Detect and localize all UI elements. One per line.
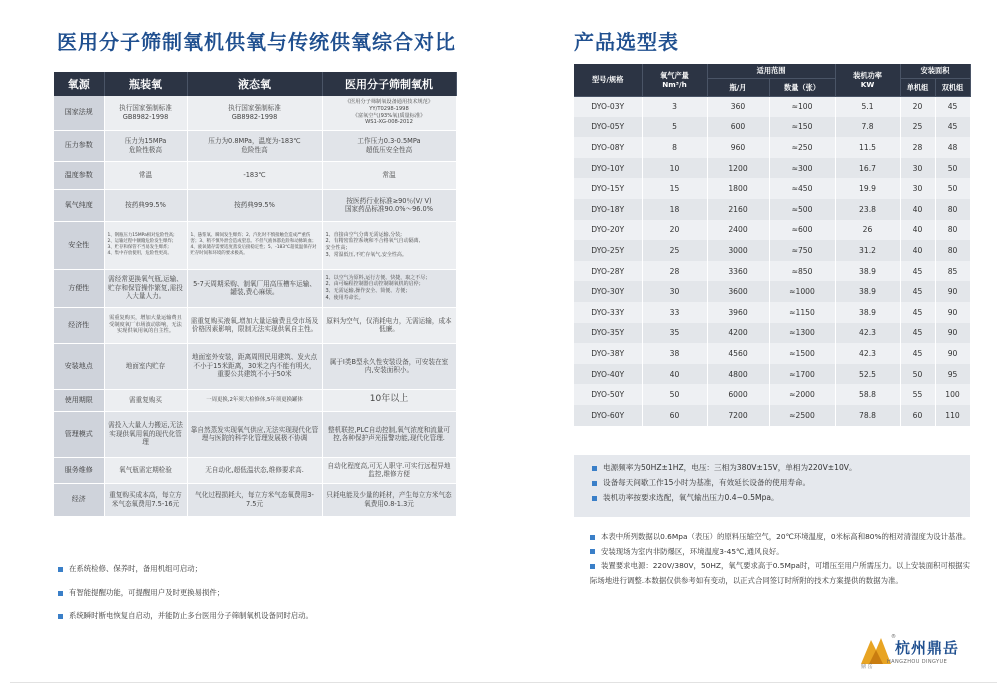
feature-bullet: 系统瞬时断电恢复自启动，并能防止多台医用分子筛制氧机设备同时启动。 [58, 610, 313, 621]
cell: 58.8 [835, 384, 900, 405]
cell: 30 [900, 178, 935, 199]
note-item: 设备每天间歇工作15小时为基准，有效延长设备的使用寿命。 [592, 475, 970, 490]
bottom-divider [10, 682, 997, 683]
cell: 40 [642, 364, 707, 385]
cell: 《医用分子筛制氧设备通用技术规范》 YY/T0298-1998 《富氧空气(93%氧)质量标准》 WS1-XG-008-2012 [322, 96, 456, 130]
cell: 3960 [707, 302, 769, 323]
cell: 100 [935, 384, 970, 405]
table-row [574, 137, 970, 158]
cell: 50 [935, 158, 970, 179]
table-row [574, 240, 970, 261]
row-label: 方便性 [54, 269, 104, 307]
cell: ≈2000 [769, 384, 835, 405]
cell: 需重复购买液氧,增加大量运输费且受市场及价格因素影响，限制无法实现供氧自主性。 [187, 307, 322, 343]
cell: DYO-28Y [574, 261, 642, 282]
cell: 1200 [707, 158, 769, 179]
cell: 1800 [707, 178, 769, 199]
header-double: 双机组 [935, 78, 970, 96]
cell: 1、钢瓶压力15MPa相对危险性高; 2、运输过程中颠簸危险发生爆炸; 3、贮存和保管不当易发生爆炸; 4、集中存放使用，危险性更高。 [104, 221, 187, 269]
table-row [574, 343, 970, 364]
cell: 26 [835, 220, 900, 241]
cell: 执行国家强制标准 GB8982-1998 [104, 96, 187, 130]
cell: 3360 [707, 261, 769, 282]
cell: 78.8 [835, 405, 900, 426]
bullet-square-icon [590, 549, 595, 554]
cell: ≈450 [769, 178, 835, 199]
cell: ≈100 [769, 96, 835, 117]
cell: 90 [935, 281, 970, 302]
cell: -183℃ [187, 161, 322, 189]
table-row [574, 261, 970, 282]
cell: 压力为15MPa 危险性极高 [104, 130, 187, 161]
table-row [54, 189, 456, 221]
table-row [54, 483, 456, 516]
cell: 4200 [707, 323, 769, 344]
cell: 按医药行业标准≥90％(V/ V) 国家药品标准90.0%～96.0% [322, 189, 456, 221]
cell: 3600 [707, 281, 769, 302]
cell: 需重复购买，增加大量运输费且受制度氧厂市场波动影响，无法实现供氧用氧的自主性。 [104, 307, 187, 343]
cell: DYO-30Y [574, 281, 642, 302]
note-item: 本表中所列数据以0.6Mpa（表压）的原料压缩空气，20℃环境温度，0米标高和80%的相对清湿度为设计基准。 [590, 530, 974, 545]
table-row [54, 343, 456, 389]
cell: 3 [642, 96, 707, 117]
table-row [574, 364, 970, 385]
feature-bullet: 在系统检修、保养时，备用机组可启动； [58, 563, 202, 574]
cell: 1、悬浆氧、瞬间发生爆炸；2、汽化时不慎接触会造成严重伤害；3、稍不慎外泄会造成窒息。不但气液体都危险和动脉缺血；4、液氧储存需要适度蒸发后接稳定性；5、-183℃超低温保存对贮存时间和环境的要求极高。 [187, 221, 322, 269]
cell: 45 [900, 261, 935, 282]
bullet-square-icon [58, 567, 63, 572]
cell: 38.9 [835, 281, 900, 302]
header-bottle: 瓶/月 [707, 78, 769, 96]
cell: 18 [642, 199, 707, 220]
cell: ≈2500 [769, 405, 835, 426]
selection-table-body [574, 96, 970, 426]
bullet-square-icon [592, 481, 597, 486]
cell: 需经常更换氧气瓶,运输、贮存和保管操作繁复,需投入大量人力。 [104, 269, 187, 307]
cell: 45 [900, 281, 935, 302]
note-item: 安装现场为室内非防爆区，环境温度3-45℃,通风良好。 [590, 545, 974, 560]
table-row [54, 269, 456, 307]
header-bed: 数量（张） [769, 78, 835, 96]
cell: ≈1150 [769, 302, 835, 323]
table-row [574, 281, 970, 302]
bullet-square-icon [58, 591, 63, 596]
cell: DYO-25Y [574, 240, 642, 261]
cell: 30 [900, 158, 935, 179]
cell: 5 [642, 117, 707, 138]
cell: 7.8 [835, 117, 900, 138]
cell: 按药典99.5% [187, 189, 322, 221]
cell: DYO-15Y [574, 178, 642, 199]
cell: 40 [900, 199, 935, 220]
cell: 重复购买成本高，每立方米气态氧费用7.5-16元 [104, 483, 187, 516]
row-label: 氧气纯度 [54, 189, 104, 221]
cell: 110 [935, 405, 970, 426]
cell: DYO-40Y [574, 364, 642, 385]
cell: 40 [900, 220, 935, 241]
registered-mark: ® [891, 634, 896, 640]
cell: 45 [900, 343, 935, 364]
cell: 600 [707, 117, 769, 138]
selection-title: 产品选型表 [574, 30, 679, 54]
row-label: 经济 [54, 483, 104, 516]
table-row [54, 389, 456, 411]
bullet-square-icon [592, 466, 597, 471]
cell: 38 [642, 343, 707, 364]
cell: 5-7天周期采购、制氧厂用高压槽车运输、罐装,费心麻烦。 [187, 269, 322, 307]
row-label: 国家法规 [54, 96, 104, 130]
cell: 压力为0.8MPa，温度为-183℃ 危险性高 [187, 130, 322, 161]
row-label: 管理模式 [54, 411, 104, 457]
cell: 16.7 [835, 158, 900, 179]
cell: 42.3 [835, 323, 900, 344]
table-row [574, 117, 970, 138]
header-power: 装机功率 KW [835, 64, 900, 96]
header-single: 单机组 [900, 78, 935, 96]
table-row [54, 221, 456, 269]
power-notes-box [574, 455, 970, 517]
table-row [574, 384, 970, 405]
cell: 38.9 [835, 302, 900, 323]
cell: 45 [935, 96, 970, 117]
cell: ≈300 [769, 158, 835, 179]
row-label: 压力参数 [54, 130, 104, 161]
cell: 需投入大量人力搬运,无法实现供氧用氧的现代化管理 [104, 411, 187, 457]
cell: 80 [935, 199, 970, 220]
brand-name: 杭州鼎岳 [895, 639, 960, 657]
bullet-square-icon [590, 535, 595, 540]
row-label: 安全性 [54, 221, 104, 269]
cell: 52.5 [835, 364, 900, 385]
cell: 地面室外安装，距离周围民用建筑、发火点不小于15米距离，30米之内不能有明火，重要公共建筑不小于50米 [187, 343, 322, 389]
comparison-header-row [54, 72, 456, 96]
cell: 6000 [707, 384, 769, 405]
cell: ≈500 [769, 199, 835, 220]
cell: 15 [642, 178, 707, 199]
cell: 4560 [707, 343, 769, 364]
cell: 20 [900, 96, 935, 117]
cell: 30 [642, 281, 707, 302]
cell: 50 [642, 384, 707, 405]
cell: ≈250 [769, 137, 835, 158]
cell: 42.3 [835, 343, 900, 364]
cell: 11.5 [835, 137, 900, 158]
brand-sub: 鼎 岳 [861, 664, 873, 670]
cell: 常温 [322, 161, 456, 189]
cell: 属于I类B型永久性安装设备，可安装在室内,安装面积小。 [322, 343, 456, 389]
cell: 执行国家强制标准 GB8982-1998 [187, 96, 322, 130]
header-oxygen-source: 氧源 [54, 72, 104, 96]
cell: DYO-18Y [574, 199, 642, 220]
cell: ≈1500 [769, 343, 835, 364]
cell: 原料为空气，仅消耗电力，无需运输，成本低廉。 [322, 307, 456, 343]
cell: DYO-35Y [574, 323, 642, 344]
note-item: 装机功率按要求选配，氧气输出压力0.4~0.5Mpa。 [592, 490, 970, 505]
row-label: 使用期限 [54, 389, 104, 411]
cell: 1、直接由空气分离无需运输,分装; 2、有精密监控系统和不合格氧气自动隔离, 安全性高; 3、常温低压,不贮存氧气,安全性高。 [322, 221, 456, 269]
cell: 2160 [707, 199, 769, 220]
cell: 23.8 [835, 199, 900, 220]
table-row [574, 405, 970, 426]
row-label: 服务维修 [54, 457, 104, 483]
table-row [574, 220, 970, 241]
cell: ≈600 [769, 220, 835, 241]
design-notes [590, 530, 974, 588]
cell: 2400 [707, 220, 769, 241]
cell: 5.1 [835, 96, 900, 117]
bullet-square-icon [58, 614, 63, 619]
cell: 气化过程损耗大，每立方米气态氧费用3-7.5元 [187, 483, 322, 516]
cell: 80 [935, 240, 970, 261]
cell: 需重复购买 [104, 389, 187, 411]
cell: 无自动化,超低温状态,维修要求高. [187, 457, 322, 483]
cell: 20 [642, 220, 707, 241]
table-row [574, 302, 970, 323]
cell: 960 [707, 137, 769, 158]
header-bottled: 瓶装氧 [104, 72, 187, 96]
cell: 50 [900, 364, 935, 385]
cell: 40 [900, 240, 935, 261]
cell: ≈1300 [769, 323, 835, 344]
cell: 整机联控,PLC自动控制,氧气浓度和流量可控,各种保护声光报警功能,现代化管理. [322, 411, 456, 457]
cell: 25 [642, 240, 707, 261]
cell: 90 [935, 343, 970, 364]
cell: 只耗电能及少量的耗材，产生每立方米气态氧费用0.8-1.3元 [322, 483, 456, 516]
cell: 自动化程度高,可无人职守.可实行远程异地监控,维修方便 [322, 457, 456, 483]
cell: 25 [900, 117, 935, 138]
cell: 60 [900, 405, 935, 426]
note-item: 电源频率为50HZ±1HZ，电压：三相为380V±15V，单相为220V±10V。 [592, 460, 970, 475]
cell: 常温 [104, 161, 187, 189]
table-row [54, 457, 456, 483]
cell: 10 [642, 158, 707, 179]
cell: 38.9 [835, 261, 900, 282]
cell: 80 [935, 220, 970, 241]
cell: ≈1000 [769, 281, 835, 302]
cell: DYO-33Y [574, 302, 642, 323]
cell: 90 [935, 323, 970, 344]
cell: 90 [935, 302, 970, 323]
cell: DYO-38Y [574, 343, 642, 364]
cell: 45 [935, 117, 970, 138]
cell: DYO-50Y [574, 384, 642, 405]
cell: ≈850 [769, 261, 835, 282]
cell: 10年以上 [322, 389, 456, 411]
cell: DYO-20Y [574, 220, 642, 241]
header-liquid: 液态氧 [187, 72, 322, 96]
cell: 50 [935, 178, 970, 199]
cell: 45 [900, 323, 935, 344]
header-area: 安装面积 [900, 64, 970, 78]
cell: 48 [935, 137, 970, 158]
cell: 28 [900, 137, 935, 158]
selection-header-row [574, 64, 970, 78]
table-row [574, 323, 970, 344]
cell: 31.2 [835, 240, 900, 261]
comparison-title: 医用分子筛制氧机供氧与传统供氧综合对比 [57, 30, 456, 54]
cell: 360 [707, 96, 769, 117]
selection-table [574, 64, 971, 426]
row-label: 经济性 [54, 307, 104, 343]
table-row [54, 161, 456, 189]
header-flow: 氧气产量 Nm³/h [642, 64, 707, 96]
cell: 4800 [707, 364, 769, 385]
company-logo [855, 634, 975, 674]
cell: ≈750 [769, 240, 835, 261]
cell: 7200 [707, 405, 769, 426]
cell: 按药典99.5% [104, 189, 187, 221]
cell: ≈150 [769, 117, 835, 138]
cell: 一周更换,2年须大检修体,5年须更换罐体 [187, 389, 322, 411]
cell: 60 [642, 405, 707, 426]
cell: 8 [642, 137, 707, 158]
cell: 靠自然蒸发实现氧气供应,无法实现现代化管理与医院的科学化管理发展极不协调 [187, 411, 322, 457]
bullet-square-icon [592, 496, 597, 501]
cell: 45 [900, 302, 935, 323]
table-row [574, 199, 970, 220]
cell: 28 [642, 261, 707, 282]
table-row [574, 96, 970, 117]
cell: 19.9 [835, 178, 900, 199]
table-row [54, 411, 456, 457]
header-scope: 适用范围 [707, 64, 835, 78]
row-label: 温度参数 [54, 161, 104, 189]
table-row [54, 130, 456, 161]
cell: DYO-05Y [574, 117, 642, 138]
table-row [54, 96, 456, 130]
bullet-square-icon [590, 564, 595, 569]
cell: 55 [900, 384, 935, 405]
cell: 1、以空气为原料,运行方便、快捷，取之不尽； 2、由可编程控制器自动控制制氧机的启停； 3、无需运输,操作安全、简便、方便； 4、使用寿命长。 [322, 269, 456, 307]
table-row [574, 158, 970, 179]
header-sieve: 医用分子筛制氧机 [322, 72, 456, 96]
cell: 工作压力0.3-0.5MPa 超低压安全性高 [322, 130, 456, 161]
cell: 3000 [707, 240, 769, 261]
row-label: 安装地点 [54, 343, 104, 389]
cell: 95 [935, 364, 970, 385]
cell: DYO-60Y [574, 405, 642, 426]
cell: 33 [642, 302, 707, 323]
table-row [574, 178, 970, 199]
cell: 地面室内贮存 [104, 343, 187, 389]
header-model: 型号/规格 [574, 64, 642, 96]
cell: 35 [642, 323, 707, 344]
table-row [54, 307, 456, 343]
note-item: 装置要求电源：220V/380V，50HZ，氧气要求高于0.5Mpa时，可增压至用户所需压力。以上安装面积可根据实际场地进行调整.本数据仅供参考如有变动，以正式合同签订时所附的技术方案提供的数据为准。 [590, 561, 971, 585]
cell: DYO-03Y [574, 96, 642, 117]
brand-pinyin: HANGZHOU DINGYUE [887, 659, 948, 665]
cell: 氧气瓶需定期检验 [104, 457, 187, 483]
feature-bullet: 有智能提醒功能，可提醒用户及时更换易损件； [58, 587, 224, 598]
cell: 85 [935, 261, 970, 282]
cell: ≈1700 [769, 364, 835, 385]
comparison-table [54, 72, 457, 517]
cell: DYO-10Y [574, 158, 642, 179]
cell: DYO-08Y [574, 137, 642, 158]
